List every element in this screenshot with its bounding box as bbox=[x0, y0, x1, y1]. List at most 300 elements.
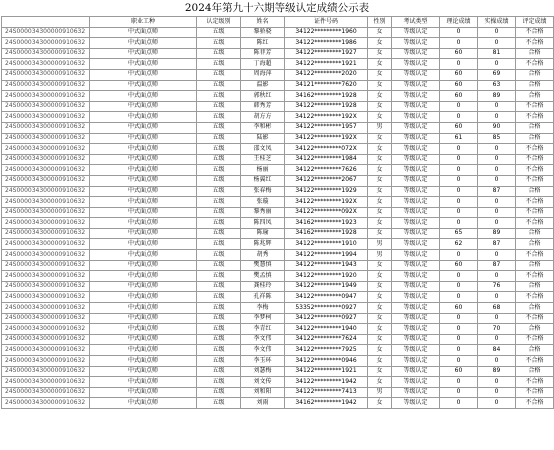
cell-gender: 女 bbox=[368, 175, 392, 186]
cell-name: 李和彬 bbox=[241, 122, 285, 133]
cell-occupation: 中式面点师 bbox=[90, 398, 197, 409]
table-row bbox=[2, 91, 554, 102]
cell-ticket: 24S000034300000910632 bbox=[2, 175, 90, 186]
cell-gender: 女 bbox=[368, 366, 392, 377]
cell-name: 韩秀芳 bbox=[241, 101, 285, 112]
cell-result: 不合格 bbox=[516, 144, 554, 155]
cell-id-number: 34122*********2020 bbox=[285, 69, 368, 80]
cell-name: 孔祥陈 bbox=[241, 292, 285, 303]
cell-id-number: 34122*********2067 bbox=[285, 175, 368, 186]
cell-practical-score: 0 bbox=[478, 175, 516, 186]
cell-gender: 女 bbox=[368, 80, 392, 91]
cell-id-number: 34122*********1949 bbox=[285, 281, 368, 292]
cell-occupation: 中式面点师 bbox=[90, 91, 197, 102]
cell-id-number: 34122*********1929 bbox=[285, 186, 368, 197]
cell-id-number: 34122*********092X bbox=[285, 207, 368, 218]
cell-theory-score: 0 bbox=[440, 356, 478, 367]
cell-ticket: 24S000034300000910632 bbox=[2, 366, 90, 377]
cell-name: 郭秋红 bbox=[241, 91, 285, 102]
cell-theory-score: 0 bbox=[440, 250, 478, 261]
cell-level: 五级 bbox=[197, 144, 241, 155]
cell-exam-type: 等级认定 bbox=[392, 59, 440, 70]
cell-gender: 女 bbox=[368, 377, 392, 388]
cell-id-number: 34122*********7413 bbox=[285, 387, 368, 398]
cell-id-number: 34162*********1928 bbox=[285, 228, 368, 239]
table-row bbox=[2, 334, 554, 345]
cell-ticket: 24S000034300000910632 bbox=[2, 324, 90, 335]
cell-name: 李梦柯 bbox=[241, 313, 285, 324]
cell-exam-type: 等级认定 bbox=[392, 175, 440, 186]
cell-exam-type: 等级认定 bbox=[392, 80, 440, 91]
cell-practical-score: 81 bbox=[478, 48, 516, 59]
cell-level: 五级 bbox=[197, 398, 241, 409]
cell-exam-type: 等级认定 bbox=[392, 207, 440, 218]
cell-exam-type: 等级认定 bbox=[392, 38, 440, 49]
cell-theory-score: 0 bbox=[440, 101, 478, 112]
cell-result: 不合格 bbox=[516, 175, 554, 186]
cell-occupation: 中式面点师 bbox=[90, 69, 197, 80]
cell-theory-score: 61 bbox=[440, 133, 478, 144]
cell-theory-score: 0 bbox=[440, 334, 478, 345]
cell-theory-score: 0 bbox=[440, 186, 478, 197]
cell-gender: 女 bbox=[368, 69, 392, 80]
cell-level: 五级 bbox=[197, 250, 241, 261]
cell-id-number: 34122*********1984 bbox=[285, 154, 368, 165]
cell-practical-score: 0 bbox=[478, 154, 516, 165]
table-row bbox=[2, 175, 554, 186]
cell-name: 胡秀 bbox=[241, 250, 285, 261]
cell-level: 五级 bbox=[197, 48, 241, 59]
cell-level: 五级 bbox=[197, 271, 241, 282]
cell-gender: 女 bbox=[368, 59, 392, 70]
cell-result: 合格 bbox=[516, 260, 554, 271]
cell-name: 樊慧慎 bbox=[241, 260, 285, 271]
cell-practical-score: 0 bbox=[478, 165, 516, 176]
cell-level: 五级 bbox=[197, 292, 241, 303]
cell-practical-score: 76 bbox=[478, 281, 516, 292]
cell-gender: 女 bbox=[368, 281, 392, 292]
cell-name: 陈兆辉 bbox=[241, 239, 285, 250]
cell-result: 不合格 bbox=[516, 218, 554, 229]
cell-occupation: 中式面点师 bbox=[90, 292, 197, 303]
cell-id-number: 34122*********0946 bbox=[285, 356, 368, 367]
cell-name: 杨丽 bbox=[241, 165, 285, 176]
cell-occupation: 中式面点师 bbox=[90, 186, 197, 197]
cell-occupation: 中式面点师 bbox=[90, 345, 197, 356]
cell-theory-score: 60 bbox=[440, 260, 478, 271]
cell-practical-score: 0 bbox=[478, 398, 516, 409]
header-practical-score: 实操成绩 bbox=[478, 17, 516, 28]
cell-gender: 女 bbox=[368, 303, 392, 314]
table-row bbox=[2, 303, 554, 314]
cell-ticket: 24S000034300000910632 bbox=[2, 356, 90, 367]
table-row bbox=[2, 48, 554, 59]
table-row bbox=[2, 260, 554, 271]
cell-ticket: 24S000034300000910632 bbox=[2, 260, 90, 271]
cell-id-number: 34122*********7925 bbox=[285, 345, 368, 356]
cell-ticket: 24S000034300000910632 bbox=[2, 91, 90, 102]
cell-exam-type: 等级认定 bbox=[392, 356, 440, 367]
cell-practical-score: 0 bbox=[478, 59, 516, 70]
header-occupation: 职业工种 bbox=[90, 17, 197, 28]
cell-id-number: 34122*********7624 bbox=[285, 334, 368, 345]
cell-level: 五级 bbox=[197, 239, 241, 250]
cell-theory-score: 0 bbox=[440, 197, 478, 208]
cell-ticket: 24S000034300000910632 bbox=[2, 303, 90, 314]
cell-occupation: 中式面点师 bbox=[90, 260, 197, 271]
cell-result: 不合格 bbox=[516, 59, 554, 70]
table-row bbox=[2, 112, 554, 123]
cell-name: 黎骄骁 bbox=[241, 27, 285, 38]
cell-practical-score: 0 bbox=[478, 101, 516, 112]
cell-id-number: 34122*********1957 bbox=[285, 122, 368, 133]
cell-theory-score: 0 bbox=[440, 313, 478, 324]
cell-ticket: 24S000034300000910632 bbox=[2, 271, 90, 282]
cell-ticket: 24S000034300000910632 bbox=[2, 313, 90, 324]
cell-practical-score: 0 bbox=[478, 387, 516, 398]
header-ticket bbox=[2, 17, 90, 28]
cell-id-number: 53352*********0927 bbox=[285, 303, 368, 314]
table-row bbox=[2, 313, 554, 324]
cell-id-number: 34122*********1921 bbox=[285, 59, 368, 70]
table-row bbox=[2, 69, 554, 80]
cell-occupation: 中式面点师 bbox=[90, 303, 197, 314]
cell-exam-type: 等级认定 bbox=[392, 377, 440, 388]
cell-occupation: 中式面点师 bbox=[90, 387, 197, 398]
cell-level: 五级 bbox=[197, 186, 241, 197]
cell-practical-score: 0 bbox=[478, 271, 516, 282]
cell-level: 五级 bbox=[197, 334, 241, 345]
cell-gender: 女 bbox=[368, 334, 392, 345]
cell-practical-score: 70 bbox=[478, 324, 516, 335]
cell-name: 陈四凤 bbox=[241, 218, 285, 229]
cell-ticket: 24S000034300000910632 bbox=[2, 27, 90, 38]
cell-theory-score: 0 bbox=[440, 27, 478, 38]
cell-level: 五级 bbox=[197, 303, 241, 314]
cell-exam-type: 等级认定 bbox=[392, 112, 440, 123]
cell-occupation: 中式面点师 bbox=[90, 271, 197, 282]
cell-gender: 女 bbox=[368, 144, 392, 155]
cell-result: 不合格 bbox=[516, 112, 554, 123]
cell-exam-type: 等级认定 bbox=[392, 154, 440, 165]
cell-ticket: 24S000034300000910632 bbox=[2, 133, 90, 144]
cell-exam-type: 等级认定 bbox=[392, 186, 440, 197]
header-id-number: 证件号码 bbox=[285, 17, 368, 28]
cell-name: 陈红 bbox=[241, 38, 285, 49]
cell-exam-type: 等级认定 bbox=[392, 27, 440, 38]
cell-practical-score: 87 bbox=[478, 239, 516, 250]
cell-id-number: 34122*********1960 bbox=[285, 27, 368, 38]
cell-theory-score: 0 bbox=[440, 292, 478, 303]
cell-level: 五级 bbox=[197, 154, 241, 165]
cell-gender: 女 bbox=[368, 207, 392, 218]
cell-level: 五级 bbox=[197, 112, 241, 123]
table-row bbox=[2, 122, 554, 133]
cell-gender: 女 bbox=[368, 398, 392, 409]
cell-result: 不合格 bbox=[516, 271, 554, 282]
cell-name: 陈菲芳 bbox=[241, 48, 285, 59]
cell-exam-type: 等级认定 bbox=[392, 144, 440, 155]
cell-gender: 女 bbox=[368, 260, 392, 271]
cell-name: 胡方方 bbox=[241, 112, 285, 123]
cell-exam-type: 等级认定 bbox=[392, 101, 440, 112]
cell-result: 不合格 bbox=[516, 101, 554, 112]
cell-result: 不合格 bbox=[516, 154, 554, 165]
cell-level: 五级 bbox=[197, 218, 241, 229]
cell-name: 周海萍 bbox=[241, 69, 285, 80]
cell-id-number: 34122*********1927 bbox=[285, 48, 368, 59]
cell-level: 五级 bbox=[197, 69, 241, 80]
cell-gender: 女 bbox=[368, 154, 392, 165]
cell-level: 五级 bbox=[197, 197, 241, 208]
cell-name: 樊孟慎 bbox=[241, 271, 285, 282]
cell-theory-score: 0 bbox=[440, 324, 478, 335]
cell-result: 合格 bbox=[516, 186, 554, 197]
cell-id-number: 34162*********1928 bbox=[285, 91, 368, 102]
cell-ticket: 24S000034300000910632 bbox=[2, 101, 90, 112]
cell-gender: 男 bbox=[368, 122, 392, 133]
cell-theory-score: 0 bbox=[440, 144, 478, 155]
cell-occupation: 中式面点师 bbox=[90, 218, 197, 229]
table-row bbox=[2, 271, 554, 282]
cell-exam-type: 等级认定 bbox=[392, 48, 440, 59]
cell-occupation: 中式面点师 bbox=[90, 133, 197, 144]
cell-gender: 女 bbox=[368, 38, 392, 49]
cell-occupation: 中式面点师 bbox=[90, 38, 197, 49]
cell-ticket: 24S000034300000910632 bbox=[2, 144, 90, 155]
cell-level: 五级 bbox=[197, 260, 241, 271]
table-header-row bbox=[2, 17, 554, 28]
table-row bbox=[2, 345, 554, 356]
cell-theory-score: 60 bbox=[440, 303, 478, 314]
cell-ticket: 24S000034300000910632 bbox=[2, 377, 90, 388]
header-gender: 性别 bbox=[368, 17, 392, 28]
table-row bbox=[2, 250, 554, 261]
cell-exam-type: 等级认定 bbox=[392, 260, 440, 271]
cell-gender: 女 bbox=[368, 133, 392, 144]
cell-theory-score: 0 bbox=[440, 38, 478, 49]
cell-occupation: 中式面点师 bbox=[90, 377, 197, 388]
cell-gender: 女 bbox=[368, 271, 392, 282]
cell-occupation: 中式面点师 bbox=[90, 250, 197, 261]
cell-practical-score: 0 bbox=[478, 207, 516, 218]
header-level: 认定级别 bbox=[197, 17, 241, 28]
cell-ticket: 24S000034300000910632 bbox=[2, 112, 90, 123]
cell-name: 杨翼红 bbox=[241, 175, 285, 186]
cell-name: 王桂芝 bbox=[241, 154, 285, 165]
cell-occupation: 中式面点师 bbox=[90, 112, 197, 123]
cell-level: 五级 bbox=[197, 377, 241, 388]
cell-level: 五级 bbox=[197, 59, 241, 70]
cell-ticket: 24S000034300000910632 bbox=[2, 228, 90, 239]
cell-level: 五级 bbox=[197, 175, 241, 186]
table-row bbox=[2, 281, 554, 292]
cell-result: 合格 bbox=[516, 48, 554, 59]
header-exam-type: 考试类型 bbox=[392, 17, 440, 28]
cell-exam-type: 等级认定 bbox=[392, 165, 440, 176]
cell-exam-type: 等级认定 bbox=[392, 197, 440, 208]
cell-practical-score: 68 bbox=[478, 303, 516, 314]
cell-ticket: 24S000034300000910632 bbox=[2, 186, 90, 197]
cell-id-number: 34122*********1910 bbox=[285, 239, 368, 250]
cell-occupation: 中式面点师 bbox=[90, 334, 197, 345]
cell-occupation: 中式面点师 bbox=[90, 48, 197, 59]
table-row bbox=[2, 197, 554, 208]
cell-result: 不合格 bbox=[516, 313, 554, 324]
cell-level: 五级 bbox=[197, 366, 241, 377]
cell-name: 陆影 bbox=[241, 133, 285, 144]
cell-practical-score: 0 bbox=[478, 250, 516, 261]
cell-name: 刘和阳 bbox=[241, 387, 285, 398]
header-name: 姓名 bbox=[241, 17, 285, 28]
cell-gender: 男 bbox=[368, 250, 392, 261]
cell-result: 不合格 bbox=[516, 356, 554, 367]
cell-practical-score: 0 bbox=[478, 112, 516, 123]
cell-occupation: 中式面点师 bbox=[90, 59, 197, 70]
cell-level: 五级 bbox=[197, 207, 241, 218]
cell-practical-score: 89 bbox=[478, 228, 516, 239]
cell-id-number: 34122*********1942 bbox=[285, 377, 368, 388]
cell-id-number: 34122*********0927 bbox=[285, 313, 368, 324]
cell-id-number: 34122*********1943 bbox=[285, 260, 368, 271]
cell-level: 五级 bbox=[197, 27, 241, 38]
cell-occupation: 中式面点师 bbox=[90, 101, 197, 112]
cell-level: 五级 bbox=[197, 101, 241, 112]
cell-id-number: 34122*********0947 bbox=[285, 292, 368, 303]
cell-ticket: 24S000034300000910632 bbox=[2, 334, 90, 345]
cell-gender: 女 bbox=[368, 324, 392, 335]
cell-practical-score: 87 bbox=[478, 186, 516, 197]
cell-id-number: 34122*********072X bbox=[285, 144, 368, 155]
cell-name: 张春梅 bbox=[241, 186, 285, 197]
cell-result: 合格 bbox=[516, 366, 554, 377]
cell-result: 不合格 bbox=[516, 38, 554, 49]
cell-practical-score: 0 bbox=[478, 292, 516, 303]
cell-ticket: 24S000034300000910632 bbox=[2, 387, 90, 398]
header-theory-score: 理论成绩 bbox=[440, 17, 478, 28]
cell-result: 不合格 bbox=[516, 165, 554, 176]
cell-exam-type: 等级认定 bbox=[392, 228, 440, 239]
cell-name: 李文伟 bbox=[241, 345, 285, 356]
cell-ticket: 24S000034300000910632 bbox=[2, 239, 90, 250]
cell-theory-score: 0 bbox=[440, 398, 478, 409]
cell-ticket: 24S000034300000910632 bbox=[2, 59, 90, 70]
cell-result: 不合格 bbox=[516, 292, 554, 303]
table-row bbox=[2, 186, 554, 197]
cell-practical-score: 89 bbox=[478, 366, 516, 377]
cell-level: 五级 bbox=[197, 122, 241, 133]
cell-occupation: 中式面点师 bbox=[90, 324, 197, 335]
cell-exam-type: 等级认定 bbox=[392, 398, 440, 409]
cell-exam-type: 等级认定 bbox=[392, 271, 440, 282]
table-row bbox=[2, 292, 554, 303]
cell-theory-score: 0 bbox=[440, 165, 478, 176]
cell-gender: 女 bbox=[368, 292, 392, 303]
cell-gender: 女 bbox=[368, 186, 392, 197]
cell-theory-score: 60 bbox=[440, 80, 478, 91]
cell-name: 黎秀丽 bbox=[241, 207, 285, 218]
cell-level: 五级 bbox=[197, 91, 241, 102]
cell-result: 合格 bbox=[516, 122, 554, 133]
cell-theory-score: 0 bbox=[440, 154, 478, 165]
cell-gender: 女 bbox=[368, 228, 392, 239]
cell-occupation: 中式面点师 bbox=[90, 366, 197, 377]
cell-ticket: 24S000034300000910632 bbox=[2, 69, 90, 80]
table-row bbox=[2, 144, 554, 155]
cell-result: 不合格 bbox=[516, 387, 554, 398]
cell-occupation: 中式面点师 bbox=[90, 27, 197, 38]
cell-ticket: 24S000034300000910632 bbox=[2, 218, 90, 229]
table-row bbox=[2, 133, 554, 144]
cell-ticket: 24S000034300000910632 bbox=[2, 38, 90, 49]
table-row bbox=[2, 38, 554, 49]
cell-gender: 女 bbox=[368, 101, 392, 112]
cell-occupation: 中式面点师 bbox=[90, 175, 197, 186]
cell-ticket: 24S000034300000910632 bbox=[2, 250, 90, 261]
cell-id-number: 34122*********7626 bbox=[285, 165, 368, 176]
cell-theory-score: 0 bbox=[440, 175, 478, 186]
cell-occupation: 中式面点师 bbox=[90, 144, 197, 155]
cell-ticket: 24S000034300000910632 bbox=[2, 48, 90, 59]
table-row bbox=[2, 207, 554, 218]
cell-level: 五级 bbox=[197, 165, 241, 176]
cell-practical-score: 69 bbox=[478, 69, 516, 80]
cell-gender: 女 bbox=[368, 345, 392, 356]
cell-result: 合格 bbox=[516, 303, 554, 314]
cell-id-number: 34122*********1986 bbox=[285, 38, 368, 49]
cell-result: 合格 bbox=[516, 345, 554, 356]
cell-id-number: 34122*********1920 bbox=[285, 271, 368, 282]
table-row bbox=[2, 239, 554, 250]
table-row bbox=[2, 80, 554, 91]
cell-name: 李玉环 bbox=[241, 356, 285, 367]
cell-ticket: 24S000034300000910632 bbox=[2, 197, 90, 208]
cell-practical-score: 0 bbox=[478, 38, 516, 49]
cell-gender: 男 bbox=[368, 387, 392, 398]
table-row bbox=[2, 228, 554, 239]
table-row bbox=[2, 154, 554, 165]
table-row bbox=[2, 324, 554, 335]
cell-exam-type: 等级认定 bbox=[392, 91, 440, 102]
cell-practical-score: 0 bbox=[478, 144, 516, 155]
cell-result: 不合格 bbox=[516, 207, 554, 218]
results-table bbox=[1, 16, 554, 409]
cell-name: 刘瑟梅 bbox=[241, 366, 285, 377]
cell-id-number: 34122*********192X bbox=[285, 133, 368, 144]
cell-practical-score: 0 bbox=[478, 334, 516, 345]
cell-gender: 女 bbox=[368, 48, 392, 59]
table-row bbox=[2, 398, 554, 409]
cell-ticket: 24S000034300000910632 bbox=[2, 80, 90, 91]
cell-theory-score: 0 bbox=[440, 59, 478, 70]
cell-theory-score: 0 bbox=[440, 218, 478, 229]
cell-theory-score: 0 bbox=[440, 387, 478, 398]
cell-level: 五级 bbox=[197, 324, 241, 335]
cell-gender: 女 bbox=[368, 197, 392, 208]
cell-occupation: 中式面点师 bbox=[90, 356, 197, 367]
cell-exam-type: 等级认定 bbox=[392, 250, 440, 261]
cell-ticket: 24S000034300000910632 bbox=[2, 292, 90, 303]
cell-theory-score: 0 bbox=[440, 345, 478, 356]
cell-theory-score: 0 bbox=[440, 377, 478, 388]
cell-practical-score: 0 bbox=[478, 313, 516, 324]
cell-practical-score: 90 bbox=[478, 122, 516, 133]
cell-level: 五级 bbox=[197, 387, 241, 398]
cell-result: 合格 bbox=[516, 133, 554, 144]
cell-occupation: 中式面点师 bbox=[90, 281, 197, 292]
cell-theory-score: 62 bbox=[440, 239, 478, 250]
cell-name: 丁海超 bbox=[241, 59, 285, 70]
